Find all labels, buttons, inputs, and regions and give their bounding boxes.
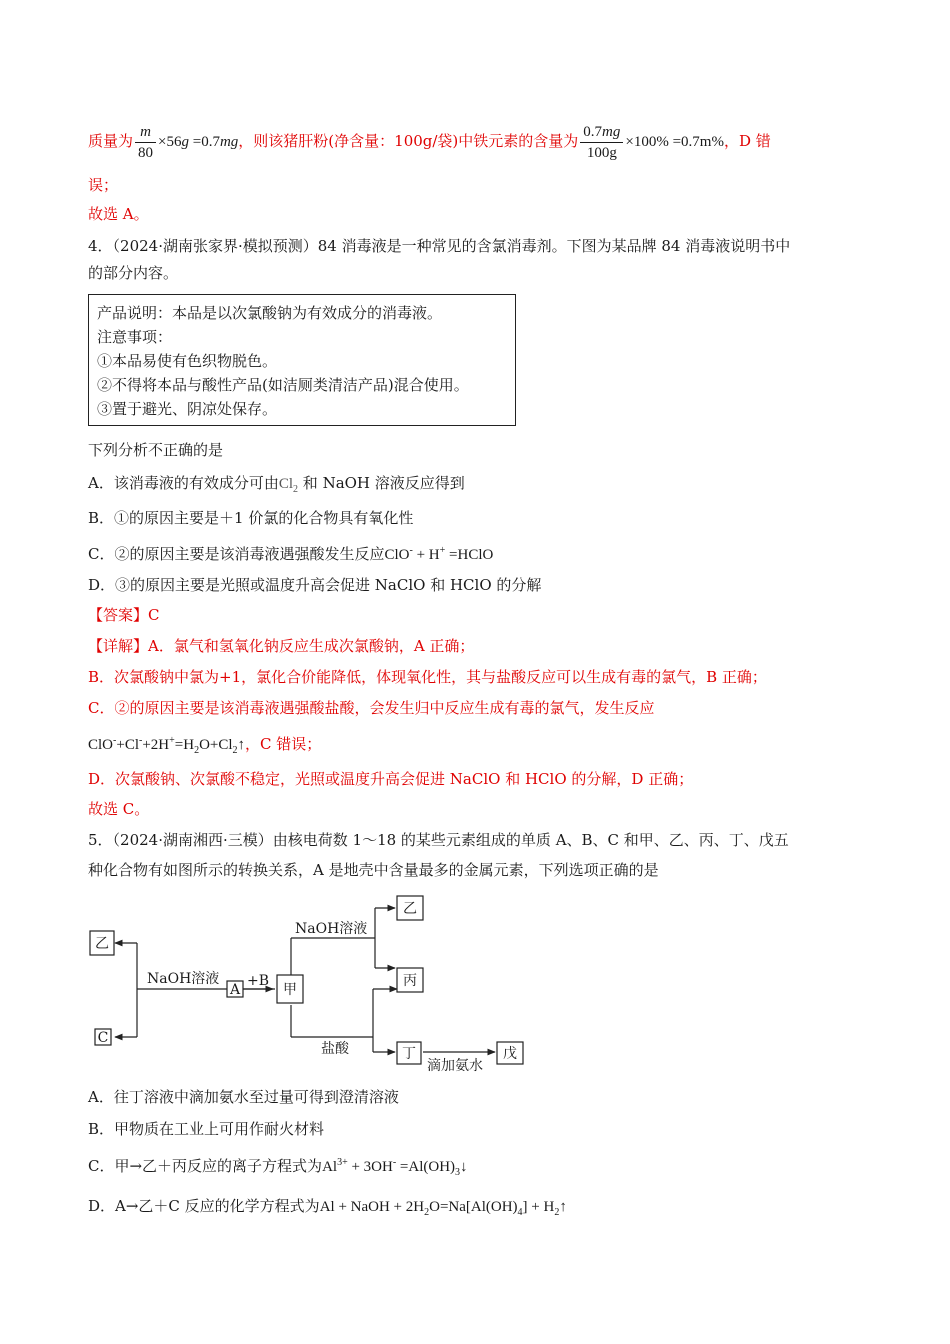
fraction-numerator: m <box>140 123 151 140</box>
q4-option-c: C．②的原因主要是该消毒液遇强酸发生反应ClO- + H+ =HClO <box>88 545 494 563</box>
svg-text:甲: 甲 <box>283 982 297 998</box>
svg-text:丁: 丁 <box>402 1046 416 1062</box>
q4-detail-c: C．②的原因主要是该消毒液遇强酸盐酸，会发生归中反应生成有毒的氯气，发生反应 <box>88 699 655 717</box>
box-line: 产品说明：本品是以次氯酸钠为有效成分的消毒液。 <box>97 304 443 322</box>
q4-answer: 【答案】C <box>88 606 160 624</box>
math-segment: ×100% =0.7m% <box>625 134 724 150</box>
box-a <box>227 981 243 998</box>
label-hcl: 盐酸 <box>321 1041 349 1057</box>
fraction-m-over-80 <box>135 122 156 163</box>
q4-conclusion: 故选 C。 <box>88 800 150 818</box>
q5-stem-line2: 种化合物有如图所示的转换关系，A 是地壳中含量最多的金属元素，下列选项正确的是 <box>88 861 659 879</box>
q4-option-b: B．①的原因主要是＋1 价氯的化合物具有氧化性 <box>88 509 414 527</box>
label-nh3: 滴加氨水 <box>427 1058 483 1074</box>
box-ding <box>397 1042 421 1064</box>
label-naoh-left: NaOH溶液 <box>147 971 220 987</box>
fraction-iron-content: $\frac{0.7mg}{100g}$ <box>580 122 623 163</box>
box-jia <box>277 975 303 1003</box>
svg-text:C: C <box>97 1030 109 1046</box>
q5-option-b: B．甲物质在工业上可用作耐火材料 <box>88 1120 325 1138</box>
q4-detail-b: B．次氯酸钠中氯为+1，氯化合价能降低，体现氧化性，其与盐酸反应可以生成有毒的氯气，B 正确； <box>88 668 767 686</box>
q4-stem-line1: 4．（2024·湖南张家界·模拟预测）84 消毒液是一种常见的含氯消毒剂。下图为某品牌 84 消毒液说明书中 <box>88 237 791 255</box>
box-line: 注意事项： <box>97 328 173 346</box>
q4-question: 下列分析不正确的是 <box>88 441 224 459</box>
q4-option-d: D．③的原因主要是光照或温度升高会促进 NaClO 和 HClO 的分解 <box>88 576 542 594</box>
box-yi-left <box>90 931 114 955</box>
box-bing <box>397 968 423 992</box>
q5-option-d: D．A→乙＋C 反应的化学方程式为Al + NaOH + $2H_2O=Na[Al(OH)_4]$ + $H_2↑$ <box>88 1197 567 1218</box>
label-plus-b: +B <box>247 973 270 989</box>
q4-detail-c-equation: $ClO^-+Cl^-+2H^+=H_2O+Cl_2↑$，C 错误； <box>88 735 322 756</box>
svg-text:乙: 乙 <box>95 936 109 952</box>
text-segment: ，则该猪肝粉(净含量：100g/袋)中铁元素的含量为 <box>238 132 579 150</box>
box-line: ③置于避光、阴凉处保存。 <box>97 400 278 418</box>
prev-solution-conclusion: 故选 A。 <box>88 205 149 223</box>
text-segment: 质量为 <box>88 132 134 150</box>
q4-instruction-box <box>88 294 516 426</box>
text-segment: ，D 错 <box>723 132 771 150</box>
svg-text:戊: 戊 <box>503 1046 517 1062</box>
q5-stem-line1: 5．（2024·湖南湘西·三模）由核电荷数 1～18 的某些元素组成的单质 A、B、C 和甲、乙、丙、丁、戊五 <box>88 831 789 849</box>
box-line: ①本品易使有色织物脱色。 <box>97 352 278 370</box>
q5-option-c: C．甲→乙＋丙反应的离子方程式为$Al^{3+} + 3OH^-$ $=Al(OH)_3↓$ <box>88 1157 468 1178</box>
q4-option-a: A．该消毒液的有效成分可由$Cl_2$ 和 NaOH 溶液反应得到 <box>88 474 465 495</box>
q4-detail-d: D．次氯酸钠、次氯酸不稳定，光照或温度升高会促进 NaClO 和 HClO 的分解，D 正确； <box>88 770 694 788</box>
svg-text:A: A <box>229 982 241 998</box>
svg-text:乙: 乙 <box>403 901 417 917</box>
q4-detail-a: 【详解】A．氯气和氢氧化钠反应生成次氯酸钠，A 正确； <box>88 637 475 655</box>
box-wu <box>497 1042 523 1064</box>
prev-solution-line2: 误； <box>88 176 119 194</box>
svg-text:丙: 丙 <box>403 973 417 989</box>
box-line: ②不得将本品与酸性产品(如洁厕类清洁产品)混合使用。 <box>97 376 469 394</box>
prev-solution-line1 <box>88 118 771 165</box>
label-naoh-top: NaOH溶液 <box>295 921 368 937</box>
conversion-diagram <box>85 888 535 1078</box>
q4-stem-line2: 的部分内容。 <box>88 264 179 282</box>
fraction-denominator: 80 <box>138 144 154 161</box>
math-segment: ×56g =0.7mg <box>158 134 239 150</box>
box-c <box>95 1029 111 1046</box>
box-yi-right <box>397 896 423 920</box>
q5-option-a: A．往丁溶液中滴加氨水至过量可得到澄清溶液 <box>88 1088 399 1106</box>
